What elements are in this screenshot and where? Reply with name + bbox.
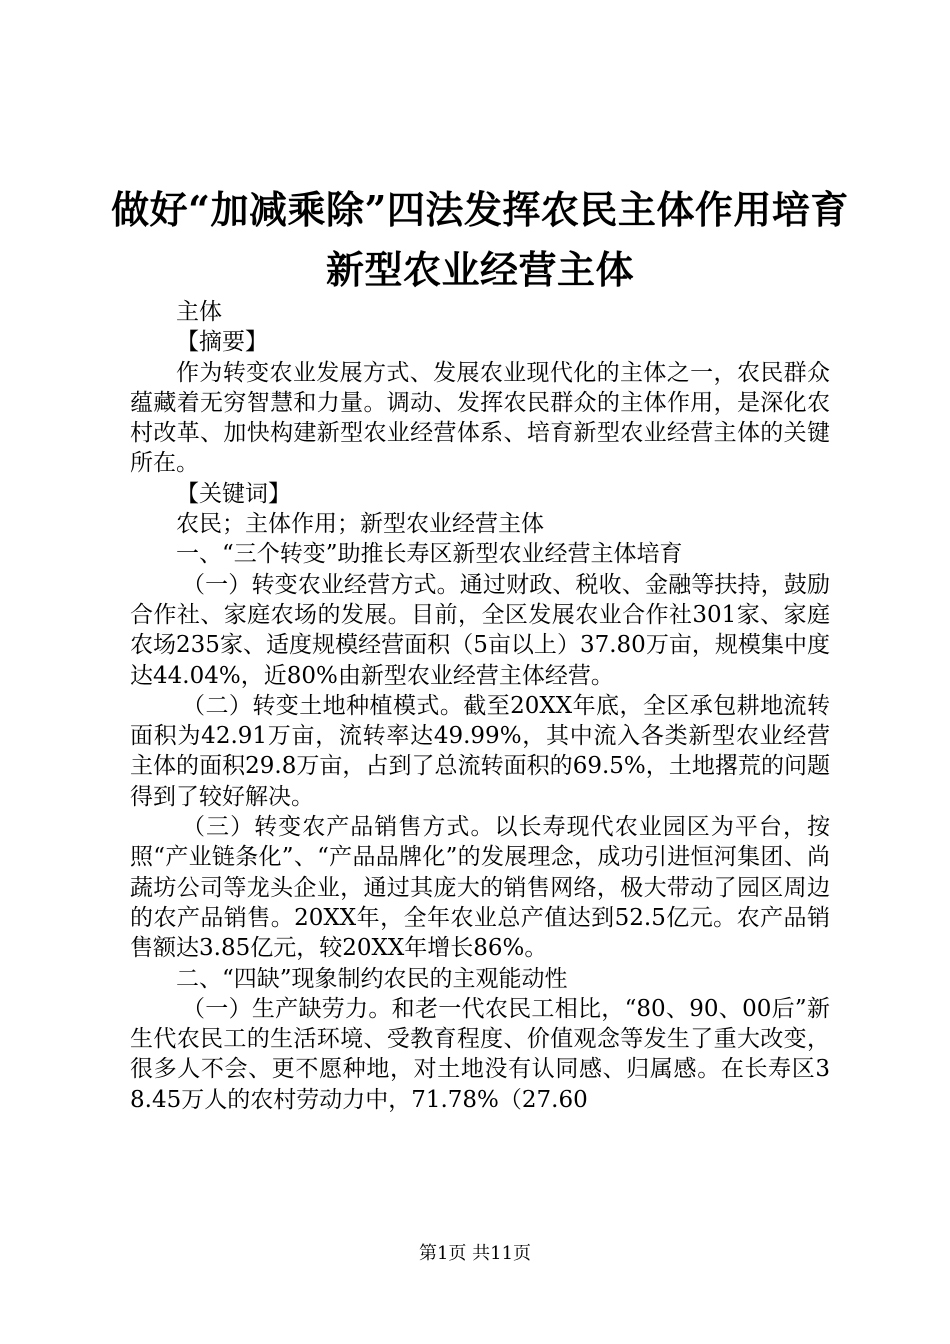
paragraph-abstract: 作为转变农业发展方式、发展农业现代化的主体之一，农民群众蕴藏着无穷智慧和力量。调动、发挥农民群众的主体作用，是深化农村改革、加快构建新型农业经营体系、培育新型农业经营主体的关键所在。 <box>130 359 830 477</box>
section-heading-2: 二、“四缺”现象制约农民的主观能动性 <box>176 965 568 992</box>
paragraph-section-1-1: （一）转变农业经营方式。通过财政、税收、金融等扶持，鼓励合作社、家庭农场的发展。目前，全区发展农业合作社301家、家庭农场235家、适度规模经营面积（5亩以上）37.80万亩，规模集中度达44.04%，近80%由新型农业经营主体经营。 <box>130 571 830 689</box>
document-title-line-1: 做好“加减乘除”四法发挥农民主体作用培育 <box>111 187 849 232</box>
section-heading-1: 一、“三个转变”助推长寿区新型农业经营主体培育 <box>176 541 683 568</box>
heading-keywords: 【关键词】 <box>176 480 291 507</box>
document-body <box>130 297 830 1115</box>
paragraph-section-1-2: （二）转变土地种植模式。截至20XX年底，全区承包耕地流转面积为42.91万亩，流转率达49.99%，其中流入各类新型农业经营主体的面积29.8万亩，占到了总流转面积的69.5%，土地撂荒的问题得到了较好解决。 <box>130 692 830 810</box>
page-number-footer: 第1页 共11页 <box>418 1243 532 1264</box>
document-title-line-2: 新型农业经营主体 <box>325 247 634 292</box>
paragraph-keywords: 农民；主体作用；新型农业经营主体 <box>176 511 544 538</box>
paragraph-section-1-3: （三）转变农产品销售方式。以长寿现代农业园区为平台，按照“产业链条化”、“产品品牌化”的发展理念，成功引进恒河集团、尚蔬坊公司等龙头企业，通过其庞大的销售网络，极大带动了园区周边的农产品销售。20XX年，全年农业总产值达到52.5亿元。农产品销售额达3.85亿元，较20XX年增长86%。 <box>130 814 830 962</box>
heading-abstract: 【摘要】 <box>176 329 268 356</box>
paragraph-subject: 主体 <box>176 299 222 325</box>
paragraph-section-2-1: （一）生产缺劳力。和老一代农民工相比，“80、90、00后”新生代农民工的生活环境、受教育程度、价值观念等发生了重大改变，很多人不会、更不愿种地，对土地没有认同感、归属感。在长寿区38.45万人的农村劳动力中，71.78%（27.60 <box>130 995 830 1113</box>
